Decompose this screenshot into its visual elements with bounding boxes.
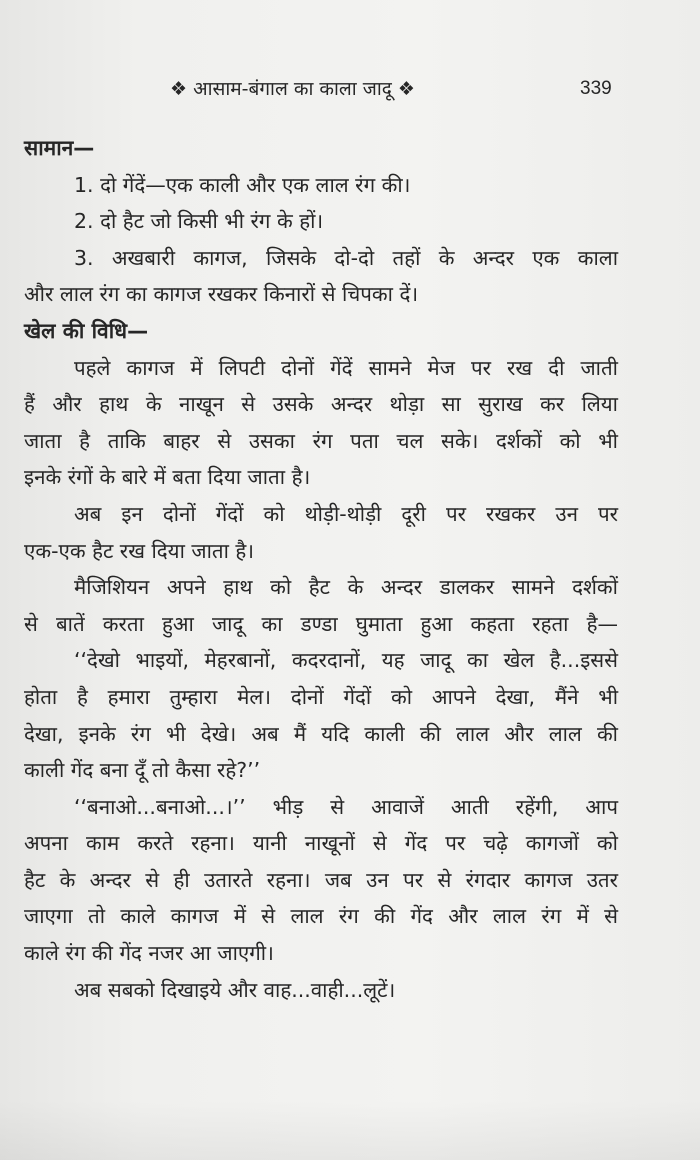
paragraph-line: हैट के अन्दर से ही उतारते रहना। जब उन पर से रंगदार कागज उतर	[24, 867, 618, 892]
paragraph-line: हैं और हाथ के नाखून से उसके अन्दर थोड़ा सा सुराख कर लिया	[24, 392, 618, 417]
materials-item-2: 2. दो हैट जो किसी भी रंग के हों।	[74, 209, 324, 234]
paragraph-line: एक-एक हैट रख दिया जाता है।	[24, 538, 255, 563]
materials-heading: सामान—	[24, 136, 95, 160]
paragraph-line: अब सबको दिखाइये और वाह...वाही...लूटें।	[74, 977, 396, 1002]
paragraph-line: देखा, इनके रंग भी देखे। अब मैं यदि काली की लाल और लाल की	[24, 721, 618, 746]
running-title: ❖ आसाम-बंगाल का काला जादू ❖	[170, 78, 415, 100]
paragraph-line: जाएगा तो काले कागज में से लाल रंग की गेंद और लाल रंग में से	[24, 904, 618, 929]
paragraph-line: ‘‘देखो भाइयों, मेहरबानों, कदरदानों, यह जादू का खेल है...इससे	[74, 648, 618, 673]
paragraph-line: काली गेंद बना दूँ तो कैसा रहे?’’	[24, 758, 261, 783]
paragraph-line: इनके रंगों के बारे में बता दिया जाता है।	[24, 465, 311, 490]
paragraph-line: काले रंग की गेंद नजर आ जाएगी।	[24, 941, 274, 966]
materials-item-1: 1. दो गेंदें—एक काली और एक लाल रंग की।	[74, 172, 411, 197]
paragraph-line: से बातें करता हुआ जादू का डण्डा घुमाता हुआ कहता रहता है—	[24, 611, 618, 636]
paragraph-line: अपना काम करते रहना। यानी नाखूनों से गेंद पर चढ़े कागजों को	[24, 831, 618, 856]
page-number: 339	[580, 78, 612, 99]
method-heading: खेल की विधि—	[24, 318, 149, 343]
paragraph-line: होता है हमारा तुम्हारा मेल। दोनों गेंदों को आपने देखा, मैंने भी	[24, 684, 618, 709]
materials-item-3-cont: और लाल रंग का कागज रखकर किनारों से चिपका दें।	[24, 282, 419, 307]
paragraph-line: पहले कागज में लिपटी दोनों गेंदें सामने मेज पर रख दी जाती	[74, 355, 618, 380]
materials-item-3: 3. अखबारी कागज, जिसके दो-दो तहों के अन्दर एक काला	[74, 245, 618, 270]
paragraph-line: जाता है ताकि बाहर से उसका रंग पता चल सके। दर्शकों को भी	[24, 428, 618, 453]
page-header	[0, 76, 700, 106]
paragraph-line: अब इन दोनों गेंदों को थोड़ी-थोड़ी दूरी पर रखकर उन पर	[74, 501, 618, 526]
paragraph-line: मैजिशियन अपने हाथ को हैट के अन्दर डालकर सामने दर्शकों	[74, 575, 618, 600]
paragraph-line: ‘‘बनाओ...बनाओ...।’’ भीड़ से आवाजें आती रहेंगी, आप	[74, 794, 618, 819]
page-body	[24, 130, 618, 1008]
